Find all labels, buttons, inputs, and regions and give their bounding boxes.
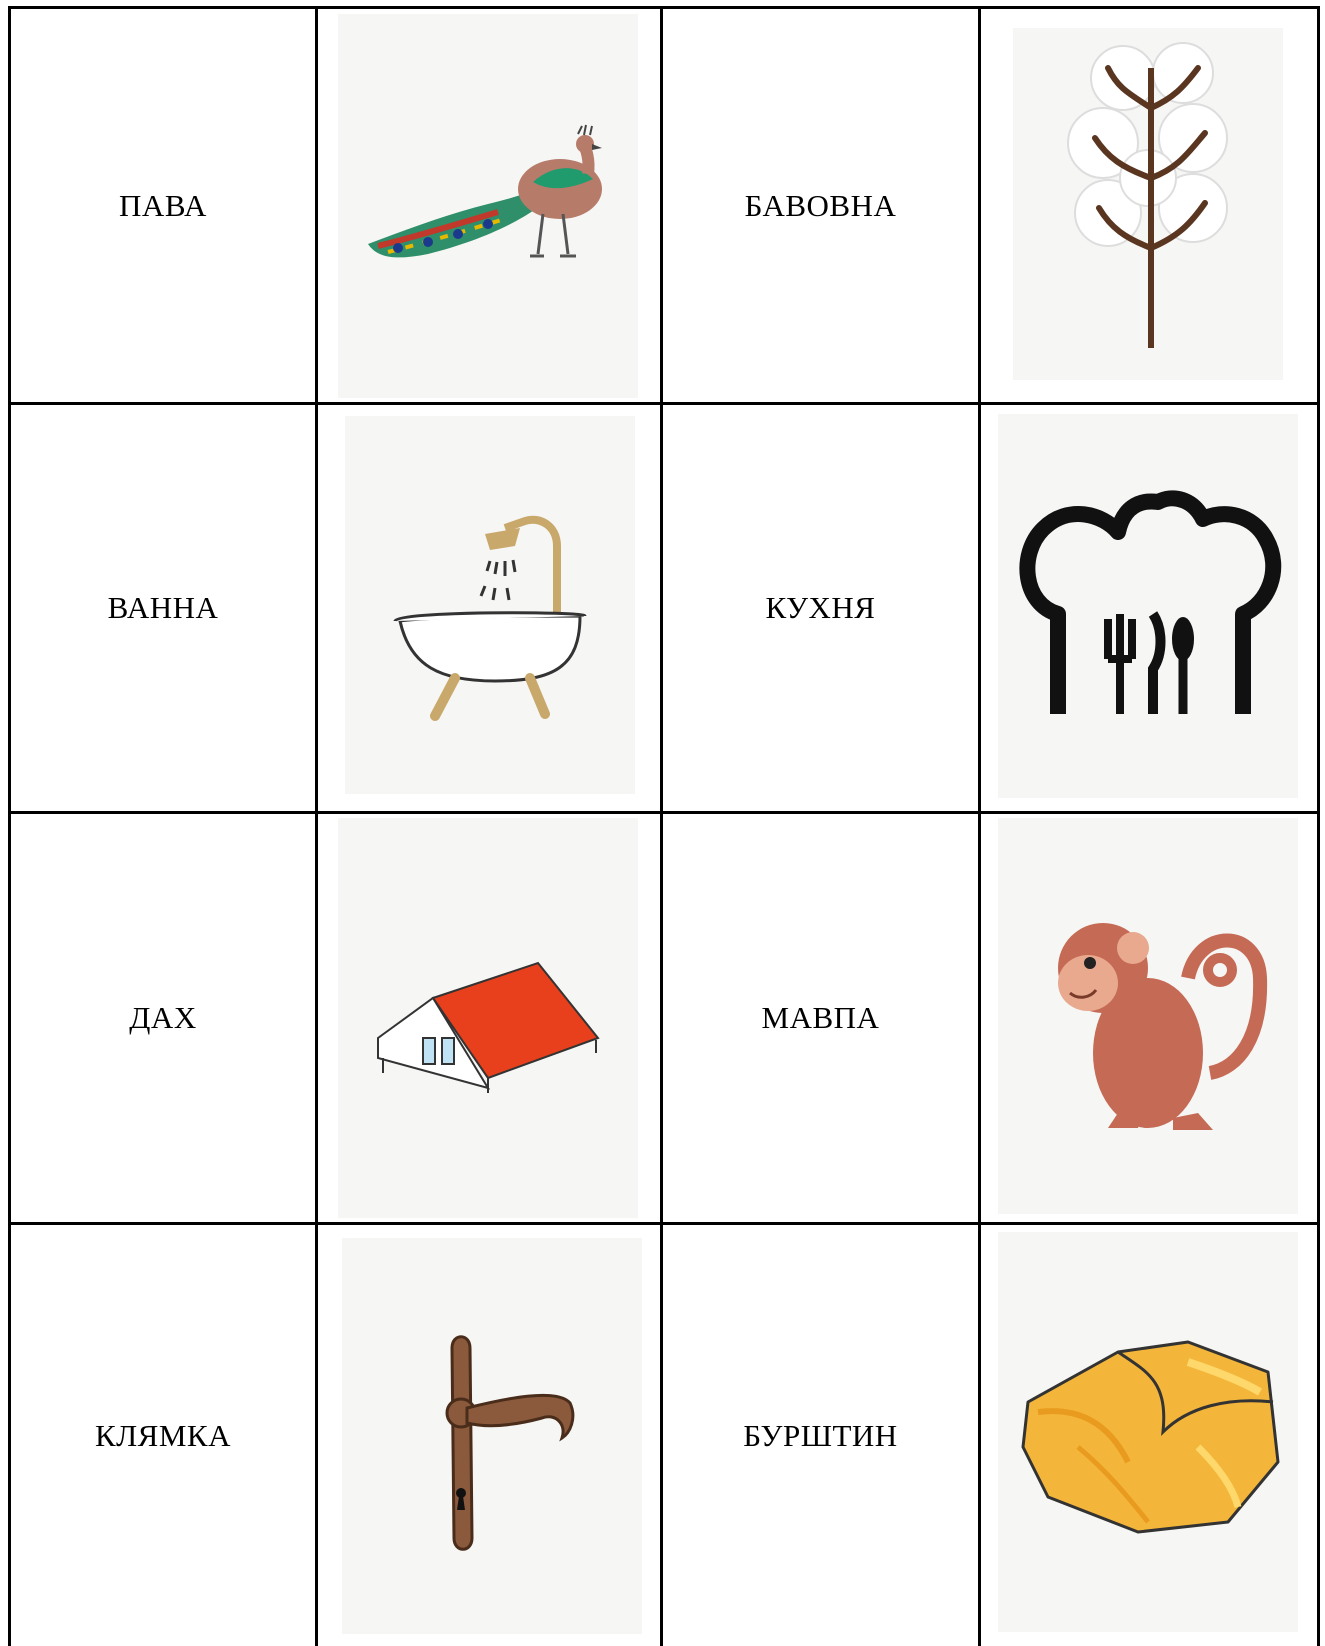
word-label: КУХНЯ	[765, 590, 876, 625]
cotton-branch-icon	[1013, 28, 1283, 380]
house-roof-icon	[338, 818, 638, 1218]
word-label: БАВОВНА	[744, 187, 897, 223]
peacock-icon	[338, 14, 638, 398]
word-cell	[663, 9, 978, 402]
word-cell	[11, 1225, 315, 1646]
word-cell	[663, 1225, 978, 1646]
word-label: ВАННА	[107, 590, 219, 625]
word-label: МАВПА	[761, 1000, 880, 1035]
table-col-divider	[978, 6, 981, 1646]
amber-stone-icon	[998, 1232, 1298, 1632]
word-label: ПАВА	[119, 187, 207, 223]
word-label: КЛЯМКА	[94, 1417, 231, 1453]
word-cell	[663, 405, 978, 811]
word-cell	[11, 9, 315, 402]
word-label: ДАХ	[129, 1000, 197, 1035]
word-cell	[663, 814, 978, 1222]
word-cell	[11, 814, 315, 1222]
word-picture-table	[8, 6, 1320, 1646]
monkey-icon	[998, 818, 1298, 1214]
word-cell	[11, 405, 315, 811]
table-col-divider	[315, 6, 318, 1646]
word-label: БУРШТИН	[743, 1417, 898, 1453]
door-handle-icon	[342, 1238, 642, 1634]
bathtub-icon	[345, 416, 635, 794]
chef-hat-cutlery-icon	[998, 414, 1298, 798]
table-border-right	[1317, 6, 1320, 1646]
